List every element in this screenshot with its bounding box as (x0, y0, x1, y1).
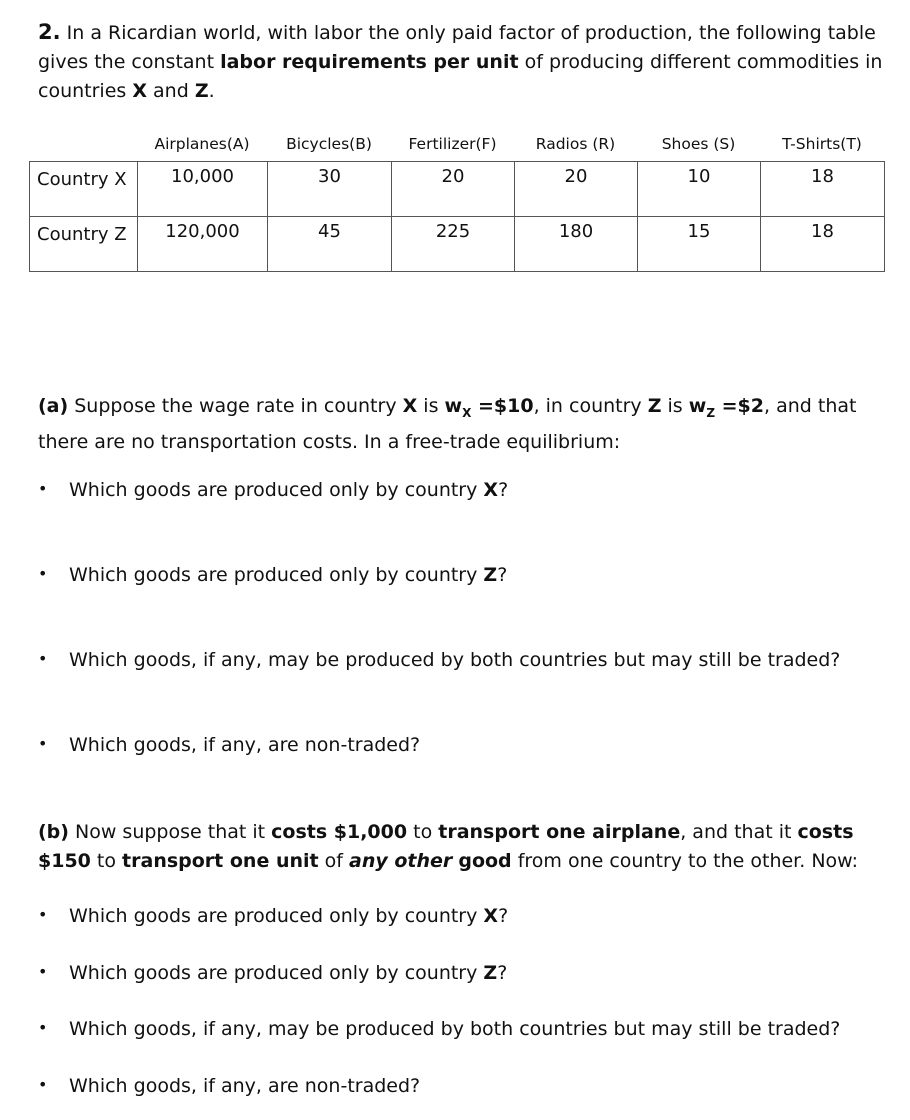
table-cell: 15 (638, 217, 761, 272)
part-b-text: to (407, 821, 439, 843)
table-cell: 10,000 (138, 162, 268, 217)
table-cell: 180 (515, 217, 638, 272)
wage-z-symbol: w (688, 395, 707, 417)
question-end: ? (498, 905, 509, 927)
bullet-icon: • (38, 649, 48, 668)
part-a-country-z: Z (647, 395, 662, 417)
bullet-icon: • (38, 1075, 48, 1094)
part-b-text: Now suppose that it (68, 821, 272, 843)
table-cell: 30 (268, 162, 392, 217)
header-bicycles: Bicycles(B) (286, 135, 372, 153)
table-cell: 20 (515, 162, 638, 217)
question-end: ? (497, 564, 508, 586)
airplane-cost: costs $1,000 (271, 821, 408, 843)
part-a-text: is (661, 395, 689, 417)
question-intro (38, 18, 888, 106)
wage-z-subscript: Z (706, 405, 716, 420)
question-text: Which goods, if any, are non-traded? (69, 734, 421, 756)
table-cell: 18 (761, 217, 885, 272)
part-b-text: of (318, 850, 350, 872)
part-b-bold: transport one airplane (438, 821, 681, 843)
question-country: Z (483, 564, 498, 586)
question-country: X (483, 905, 499, 927)
part-b-bold: good (458, 850, 512, 872)
intro-text-4: . (208, 80, 215, 102)
intro-text-3: and (146, 80, 195, 102)
bullet-icon: • (38, 479, 48, 498)
question-text: Which goods are produced only by country (69, 905, 484, 927)
part-a-country-x: X (402, 395, 418, 417)
table-cell: 225 (392, 217, 515, 272)
row-label-country-x: Country X (30, 162, 138, 217)
intro-text: In a Ricardian world, with labor the only paid factor of production, the following table gives the constant (38, 22, 876, 73)
part-b-italic: any other (349, 850, 453, 872)
other-good-cost: costs $150 (38, 821, 854, 872)
intro-bold-requirements: labor requirements per unit (220, 51, 519, 73)
question-text: Which goods are produced only by country (69, 479, 484, 501)
question-end: ? (498, 479, 509, 501)
bullet-icon: • (38, 734, 48, 753)
part-b-text: from one country to the other. Now: (511, 850, 859, 872)
question-text: Which goods, if any, may be produced by both countries but may still be traded? (69, 649, 841, 671)
question-end: ? (497, 962, 508, 984)
header-radios: Radios (R) (535, 135, 616, 153)
wage-z-value: =$2 (715, 395, 764, 417)
table-cell: 45 (268, 217, 392, 272)
intro-country-z: Z (194, 80, 209, 102)
table-row (30, 162, 885, 217)
bullet-icon: • (38, 564, 48, 583)
part-a-label: (a) (38, 395, 69, 417)
question-text: Which goods are produced only by country (69, 564, 484, 586)
intro-country-x: X (132, 80, 147, 102)
question-country: Z (483, 962, 498, 984)
table-cell: 18 (761, 162, 885, 217)
part-b-bold: transport one unit (122, 850, 319, 872)
question-number: 2. (38, 20, 61, 44)
wage-x-symbol: w (444, 395, 463, 417)
table-cell: 120,000 (138, 217, 268, 272)
question-country: X (483, 479, 499, 501)
question-text: Which goods, if any, may be produced by both countries but may still be traded? (69, 1018, 841, 1040)
question-text: Which goods, if any, are non-traded? (69, 1075, 421, 1097)
table-cell: 20 (392, 162, 515, 217)
part-a-text: , and that there are no transportation costs. In a free-trade equilibrium: (38, 395, 857, 453)
part-b-text: to (90, 850, 123, 872)
header-tshirts: T-Shirts(T) (782, 135, 862, 153)
header-shoes: Shoes (S) (661, 135, 736, 153)
wage-x-subscript: X (462, 405, 472, 420)
part-a-text: , in country (533, 395, 648, 417)
part-b-label: (b) (38, 821, 69, 843)
bullet-icon: • (38, 962, 48, 981)
table-cell: 10 (638, 162, 761, 217)
intro-text-2: of producing different commodities in countries (38, 51, 883, 102)
table-row (30, 217, 885, 272)
part-b-text: , and that it (680, 821, 798, 843)
labor-requirements-table (29, 161, 885, 272)
part-a-text: Suppose the wage rate in country (68, 395, 403, 417)
part-b-prompt (38, 818, 888, 876)
header-airplanes: Airplanes(A) (154, 135, 250, 153)
wage-x-value: =$10 (471, 395, 534, 417)
bullet-icon: • (38, 1018, 48, 1037)
part-a-text: is (417, 395, 445, 417)
bullet-icon: • (38, 905, 48, 924)
row-label-country-z: Country Z (30, 217, 138, 272)
header-fertilizer: Fertilizer(F) (408, 135, 497, 153)
part-a-prompt (38, 392, 888, 457)
question-text: Which goods are produced only by country (69, 962, 484, 984)
